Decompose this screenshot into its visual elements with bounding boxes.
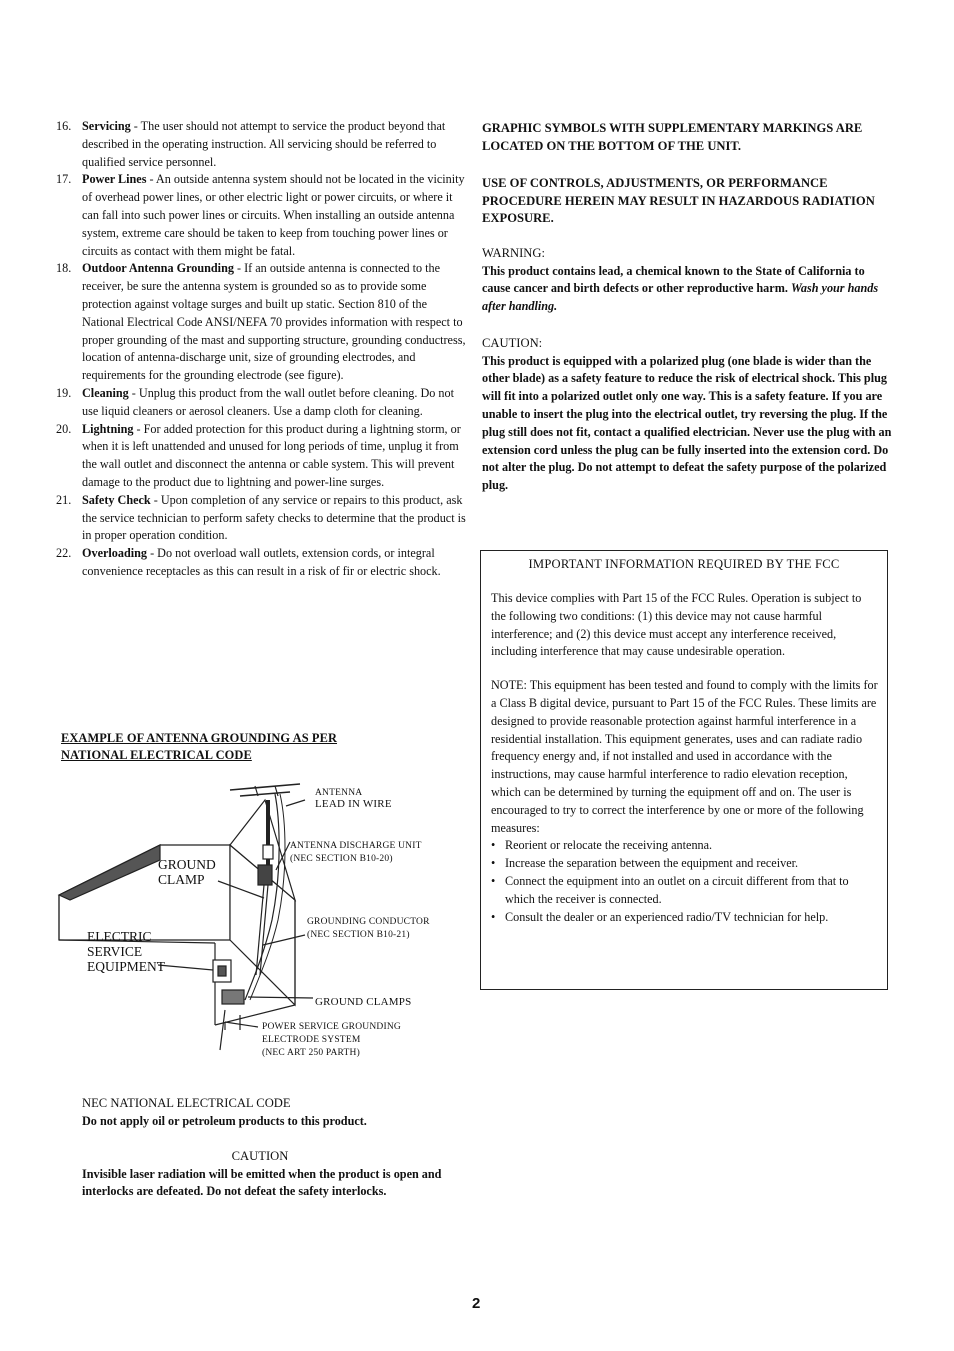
item-text: - Upon completion of any service or repairs to this product, ask the service technician to perform safety checks to determine that the product is in proper operation condition. — [82, 492, 466, 543]
list-item — [56, 492, 470, 545]
label-electrode-system: ELECTRODE SYSTEM — [262, 1035, 361, 1045]
warning-body: This product contains lead, a chemical known to the State of California to cause cancer and birth defects or other reproductive harm. — [482, 263, 865, 296]
item-title: Lightning — [82, 421, 134, 436]
nec-text: Do not apply oil or petroleum products to this product. — [82, 1113, 367, 1128]
label-power-service: POWER SERVICE GROUNDING — [262, 1022, 401, 1032]
fcc-measures-list — [481, 837, 887, 926]
label-ground-clamps: GROUND CLAMPS — [315, 996, 412, 1008]
item-number: 18. — [56, 261, 72, 276]
label-conductor-section: (NEC SECTION B10-21) — [307, 930, 410, 940]
graphic-symbols-notice: GRAPHIC SYMBOLS WITH SUPPLEMENTARY MARKINGS ARE LOCATED ON THE BOTTOM OF THE UNIT. — [482, 121, 863, 153]
item-text: - Do not overload wall outlets, extension cords, or integral convenience receptacles as this can result in a risk of fir or electric shock. — [82, 546, 441, 578]
item-text: - If an outside antenna is connected to the receiver, be sure the antenna system is grounded so as to provide some protection against voltage surges and built up static. Section 810 of the National Electrical Code ANSI/NEFA 70 provides information with respect to proper grounding of the mast and supporting structure, grounding conductress, location of antenna-discharge unit, size of grounding electrodes, and requirements for the grounding electrode (see figure). — [82, 261, 466, 383]
warning-text — [482, 263, 892, 316]
label-equipment: EQUIPMENT — [87, 959, 165, 974]
item-title: Servicing — [82, 119, 131, 133]
item-number: 20. — [56, 421, 72, 436]
antenna-grounding-diagram — [50, 760, 470, 1070]
nec-section — [82, 1095, 462, 1130]
item-number: 19. — [56, 385, 72, 400]
list-item — [56, 545, 470, 581]
label-service: SERVICE — [87, 944, 143, 959]
label-lead-in-wire: LEAD IN WIRE — [315, 798, 392, 810]
label-ground: GROUND — [158, 857, 216, 872]
item-number: 22. — [56, 546, 72, 561]
label-antenna: ANTENNA — [315, 788, 363, 798]
safety-instructions-list — [56, 118, 470, 581]
caution-title: CAUTION: — [482, 336, 543, 350]
laser-caution-section — [82, 1148, 462, 1201]
item-title: Outdoor Antenna Grounding — [82, 261, 234, 276]
controls-notice: USE OF CONTROLS, ADJUSTMENTS, OR PERFORMANCE PROCEDURE HEREIN MAY RESULT IN HAZARDOUS RADIATION EXPOSURE. — [482, 176, 875, 226]
warning-section — [482, 245, 892, 316]
item-number: 16. — [56, 119, 72, 133]
label-discharge-section: (NEC SECTION B10-20) — [290, 854, 393, 864]
item-text: - The user should not attempt to service the product beyond that described in the operating instruction. All servicing should be referred to qualified service personnel. — [82, 119, 446, 169]
item-title: Cleaning — [82, 385, 129, 400]
page-number: 2 — [472, 1295, 481, 1312]
laser-caution-title: CAUTION — [231, 1149, 289, 1163]
item-title: Overloading — [82, 546, 148, 561]
discharge-unit — [258, 865, 272, 885]
fcc-information-box — [480, 550, 888, 990]
list-item — [56, 118, 470, 171]
list-item — [56, 421, 470, 492]
item-text: - Unplug this product from the wall outlet before cleaning. Do not use liquid cleaners or aerosol cleaners. Use a damp cloth for cleaning. — [82, 385, 454, 418]
list-item — [56, 260, 470, 385]
laser-caution-text: Invisible laser radiation will be emitted when the product is open and interlocks are defeated. Do not defeat the safety interlocks. — [82, 1166, 442, 1199]
item-number: 21. — [56, 492, 72, 507]
nec-title: NEC NATIONAL ELECTRICAL CODE — [82, 1096, 291, 1110]
fcc-title: IMPORTANT INFORMATION REQUIRED BY THE FCC — [528, 557, 840, 571]
antenna-grounding-heading — [61, 730, 461, 764]
caution-section — [482, 335, 892, 495]
list-item: • Consult the dealer or an experienced radio/TV technician for help. — [491, 909, 879, 927]
item-text: - For added protection for this product during a lightning storm, or when it is left unattended and unused for long periods of time, unplug it from the wall outlet and disconnect the antenna or cable system. This will prevent damage to the product due to lightning and power-line surges. — [82, 421, 461, 489]
list-item: • Reorient or relocate the receiving antenna. — [491, 837, 879, 855]
list-item: • Connect the equipment into an outlet on a circuit different from that to which the receiver is connected. — [491, 873, 879, 909]
label-electric: ELECTRIC — [87, 929, 152, 944]
fcc-note — [481, 677, 887, 837]
fcc-note-text: This equipment has been tested and found to comply with the limits for a Class B digital device, pursuant to Part 15 of the FCC Rules. These limits are designed to provide reasonable protection against harmful interference in a residential installation. This equipment generates, uses and can radiate radio frequency energy and, if not installed and used in accordance with the instructions, may cause harmful interference to radio elevation reception, which can be determined by turning the equipment off and on. The user is encouraged to try to correct the interference by one or more of the following measures: — [491, 678, 878, 835]
label-discharge-unit: ANTENNA DISCHARGE UNIT — [290, 841, 422, 851]
warning-title: WARNING: — [482, 246, 545, 260]
caution-text: This product is equipped with a polarized plug (one blade is wider than the other blade) as a safety feature to reduce the risk of electrical shock. This plug will fit into a polarized outlet only one way. This is a safety feature. If you are unable to insert the plug into the electrical outlet, try reversing the plug. If the plug still does not fit, contact a qualified electrician. Never use the plug with an extension cord unless the plug can be fully inserted into the extension cord. Do not alter the plug. Do not attempt to defeat the safety purpose of the polarized plug. — [482, 353, 892, 493]
label-clamp: CLAMP — [158, 872, 205, 887]
item-number: 17. — [56, 172, 72, 187]
item-title: Safety Check — [82, 492, 151, 507]
label-grounding-conductor: GROUNDING CONDUCTOR — [307, 917, 430, 927]
list-item — [56, 385, 470, 421]
item-text: - An outside antenna system should not be located in the vicinity of overhead power lines, or other electric light or power circuits, or where it can fall into such power lines or circuits. When installing an outside antenna system, extreme care should be taken to keep from touching power lines or circuits as contact with them might be fatal. — [82, 172, 465, 258]
heading-line: NATIONAL ELECTRICAL CODE — [61, 748, 252, 762]
list-item — [56, 171, 470, 260]
list-item: • Increase the separation between the equipment and receiver. — [491, 855, 879, 873]
grounding-electrode — [220, 1010, 225, 1050]
label-nec-art: (NEC ART 250 PARTH) — [262, 1048, 360, 1058]
item-title: Power Lines — [82, 172, 147, 187]
fcc-paragraph: This device complies with Part 15 of the FCC Rules. Operation is subject to the following two conditions: (1) this device may not cause harmful interference; and (2) this device must accept any interference received, including interference that may cause undesirable operation. — [491, 591, 862, 659]
fcc-note-label: NOTE: — [491, 678, 527, 693]
warning-italic: Wash your hands after handling. — [482, 281, 879, 314]
heading-line: EXAMPLE OF ANTENNA GROUNDING AS PER — [61, 731, 338, 745]
